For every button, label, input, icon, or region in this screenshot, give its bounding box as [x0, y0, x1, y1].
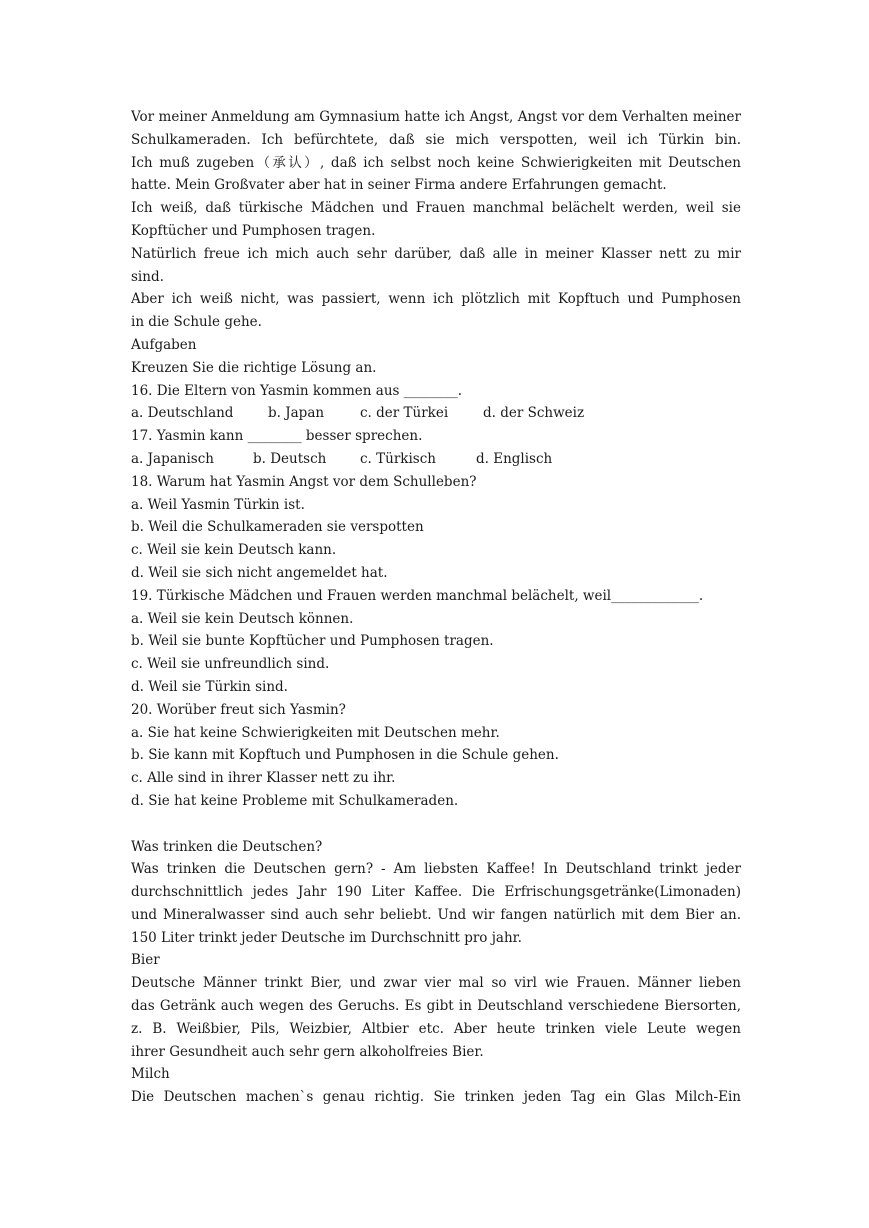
option-c: c. Türkisch [360, 450, 436, 467]
option-b: b. Weil sie bunte Kopftücher und Pumphosen tragen. [131, 633, 494, 650]
option-a: a. Weil sie kein Deutsch können. [131, 610, 354, 627]
option-c: c. der Türkei [360, 405, 449, 422]
option-c: c. Weil sie unfreundlich sind. [131, 656, 330, 673]
option-a: a. Deutschland [131, 405, 234, 422]
passage-line: Die Deutschen machen`s genau richtig. Sie trinken jeden Tag ein Glas Milch-Ein [131, 1089, 741, 1106]
question-17-options [131, 448, 741, 471]
milch-heading: Milch [131, 1066, 170, 1083]
passage-line: ihrer Gesundheit auch sehr gern alkoholfreies Bier. [131, 1043, 484, 1060]
tasks-section [131, 334, 741, 813]
passage-line: Ich muß zugeben（承认）, daß ich selbst noch keine Schwierigkeiten mit Deutschen [131, 154, 741, 171]
question-18: 18. Warum hat Yasmin Angst vor dem Schulleben? [131, 473, 477, 490]
passage-line: 150 Liter trinkt jeder Deutsche im Durchschnitt pro jahr. [131, 929, 522, 946]
tasks-instruction: Kreuzen Sie die richtige Lösung an. [131, 359, 377, 376]
spacer [131, 813, 741, 836]
option-d: d. Sie hat keine Probleme mit Schulkameraden. [131, 792, 459, 809]
bier-heading: Bier [131, 952, 160, 969]
passage-line: Ich weiß, daß türkische Mädchen und Frauen manchmal belächelt werden, weil sie [131, 200, 741, 217]
passage-line: Schulkameraden. Ich befürchtete, daß sie mich verspotten, weil ich Türkin bin. [131, 131, 741, 148]
option-b: b. Deutsch [253, 450, 327, 467]
question-17: 17. Yasmin kann ________ besser sprechen. [131, 428, 423, 445]
passage-line: Natürlich freue ich mich auch sehr darüber, daß alle in meiner Klasser nett zu mir [131, 245, 741, 262]
question-20: 20. Worüber freut sich Yasmin? [131, 701, 346, 718]
tasks-heading: Aufgaben [131, 336, 197, 353]
passage-2 [131, 836, 741, 1110]
passage-2-title: Was trinken die Deutschen? [131, 838, 323, 855]
option-c: c. Alle sind in ihrer Klasser nett zu ihr. [131, 770, 396, 787]
passage-line: Vor meiner Anmeldung am Gymnasium hatte ich Angst, Angst vor dem Verhalten meiner [131, 109, 741, 125]
passage-line: durchschnittlich jedes Jahr 190 Liter Kaffee. Die Erfrischungsgetränke(Limonaden) [131, 884, 741, 901]
option-a: a. Japanisch [131, 450, 214, 467]
passage-line: Deutsche Männer trinkt Bier, und zwar vier mal so virl wie Frauen. Männer lieben [131, 975, 741, 992]
passage-1 [131, 106, 741, 334]
option-c: c. Weil sie kein Deutsch kann. [131, 542, 337, 559]
option-d: d. Weil sie Türkin sind. [131, 678, 288, 695]
passage-line: Aber ich weiß nicht, was passiert, wenn ich plötzlich mit Kopftuch und Pumphosen [131, 291, 741, 308]
passage-line: Kopftücher und Pumphosen tragen. [131, 222, 376, 239]
option-b: b. Weil die Schulkameraden sie verspotten [131, 519, 424, 536]
option-a: a. Sie hat keine Schwierigkeiten mit Deutschen mehr. [131, 724, 500, 741]
passage-line: z. B. Weißbier, Pils, Weizbier, Altbier etc. Aber heute trinken viele Leute wegen [131, 1020, 741, 1037]
option-d: d. der Schweiz [483, 405, 585, 422]
passage-line: das Getränk auch wegen des Geruchs. Es gibt in Deutschland verschiedene Biersorten, [131, 998, 741, 1015]
option-d: d. Weil sie sich nicht angemeldet hat. [131, 564, 388, 581]
option-d: d. Englisch [476, 450, 553, 467]
passage-line: hatte. Mein Großvater aber hat in seiner Firma andere Erfahrungen gemacht. [131, 177, 667, 194]
document-page [131, 106, 741, 1109]
option-b: b. Sie kann mit Kopftuch und Pumphosen in die Schule gehen. [131, 747, 559, 764]
question-19: 19. Türkische Mädchen und Frauen werden manchmal belächelt, weil_____________. [131, 587, 704, 604]
passage-line: in die Schule gehe. [131, 314, 262, 331]
passage-line: sind. [131, 268, 164, 285]
question-16-options [131, 402, 741, 425]
option-b: b. Japan [268, 405, 325, 422]
passage-line: Was trinken die Deutschen gern? - Am liebsten Kaffee! In Deutschland trinkt jeder [131, 861, 741, 878]
passage-line: und Mineralwasser sind auch sehr beliebt. Und wir fangen natürlich mit dem Bier an. [131, 906, 741, 923]
option-a: a. Weil Yasmin Türkin ist. [131, 496, 305, 513]
question-16: 16. Die Eltern von Yasmin kommen aus ________. [131, 382, 463, 399]
